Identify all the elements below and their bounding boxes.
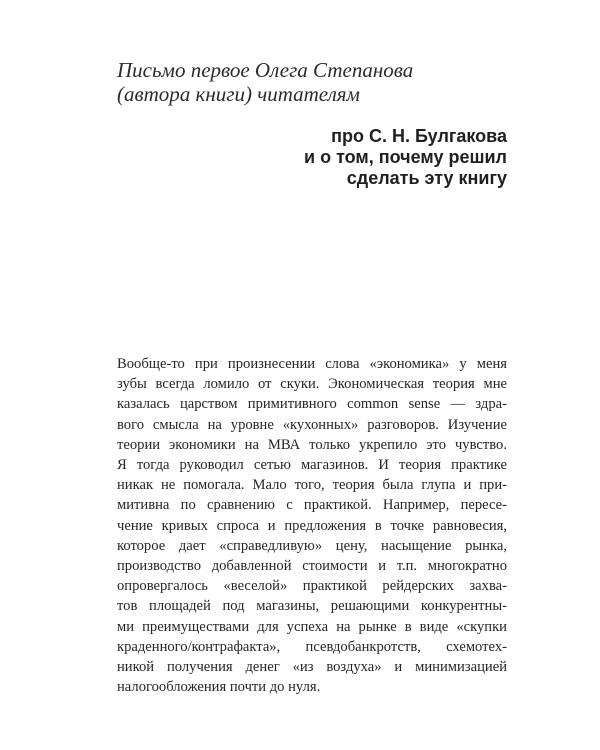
body-line: опровергалось «веселой» практикой рейдерских захва-	[117, 578, 507, 595]
letter-title-line: (автора книги) читателям	[117, 82, 360, 106]
letter-title	[117, 58, 517, 106]
subtitle-line: и о том, почему решил	[304, 147, 507, 167]
body-line: казалась царством примитивного common sense — здра-	[117, 396, 507, 413]
body-line: чение кривых спроса и предложения в точке равновесия,	[117, 517, 507, 534]
body-line: Вообще-то при произнесении слова «экономика» у меня	[117, 356, 507, 372]
body-line: тов площадей под магазины, решающими конкурентны-	[117, 598, 507, 615]
chapter-subtitle	[207, 126, 507, 189]
body-line: налогообложения почти до нуля.	[117, 679, 321, 696]
body-line: которое дает «справедливую» цену, насыщение рынка,	[117, 537, 507, 554]
body-line: митивна по сравнению с практикой. Например, пересе-	[117, 497, 507, 514]
subtitle-line: сделать эту книгу	[346, 168, 507, 188]
body-line: теории экономики на МВА только укрепило это чувство.	[117, 436, 507, 453]
body-line: краденного/контрафакта», псевдобанкротств, схемотех-	[117, 638, 507, 655]
body-line: зубы всегда ломило от скуки. Экономическая теория мне	[117, 376, 507, 393]
body-line: ми преимуществами для успеха на рынке в виде «скупки	[117, 618, 507, 635]
subtitle-line: про С. Н. Булгакова	[331, 126, 507, 146]
body-paragraph	[117, 354, 507, 697]
body-line: производство добавленной стоимости и т.п. многократно	[117, 558, 507, 575]
body-line: Я тогда руководил сетью магазинов. И теория практике	[117, 457, 507, 474]
letter-title-line: Письмо первое Олега Степанова	[117, 58, 414, 82]
body-line: никой получения денег «из воздуха» и минимизацией	[117, 659, 507, 676]
body-line: вого смысла на уровне «кухонных» разговоров. Изучение	[117, 416, 507, 433]
body-line: никак не помогала. Мало того, теория была глупа и при-	[117, 477, 507, 494]
